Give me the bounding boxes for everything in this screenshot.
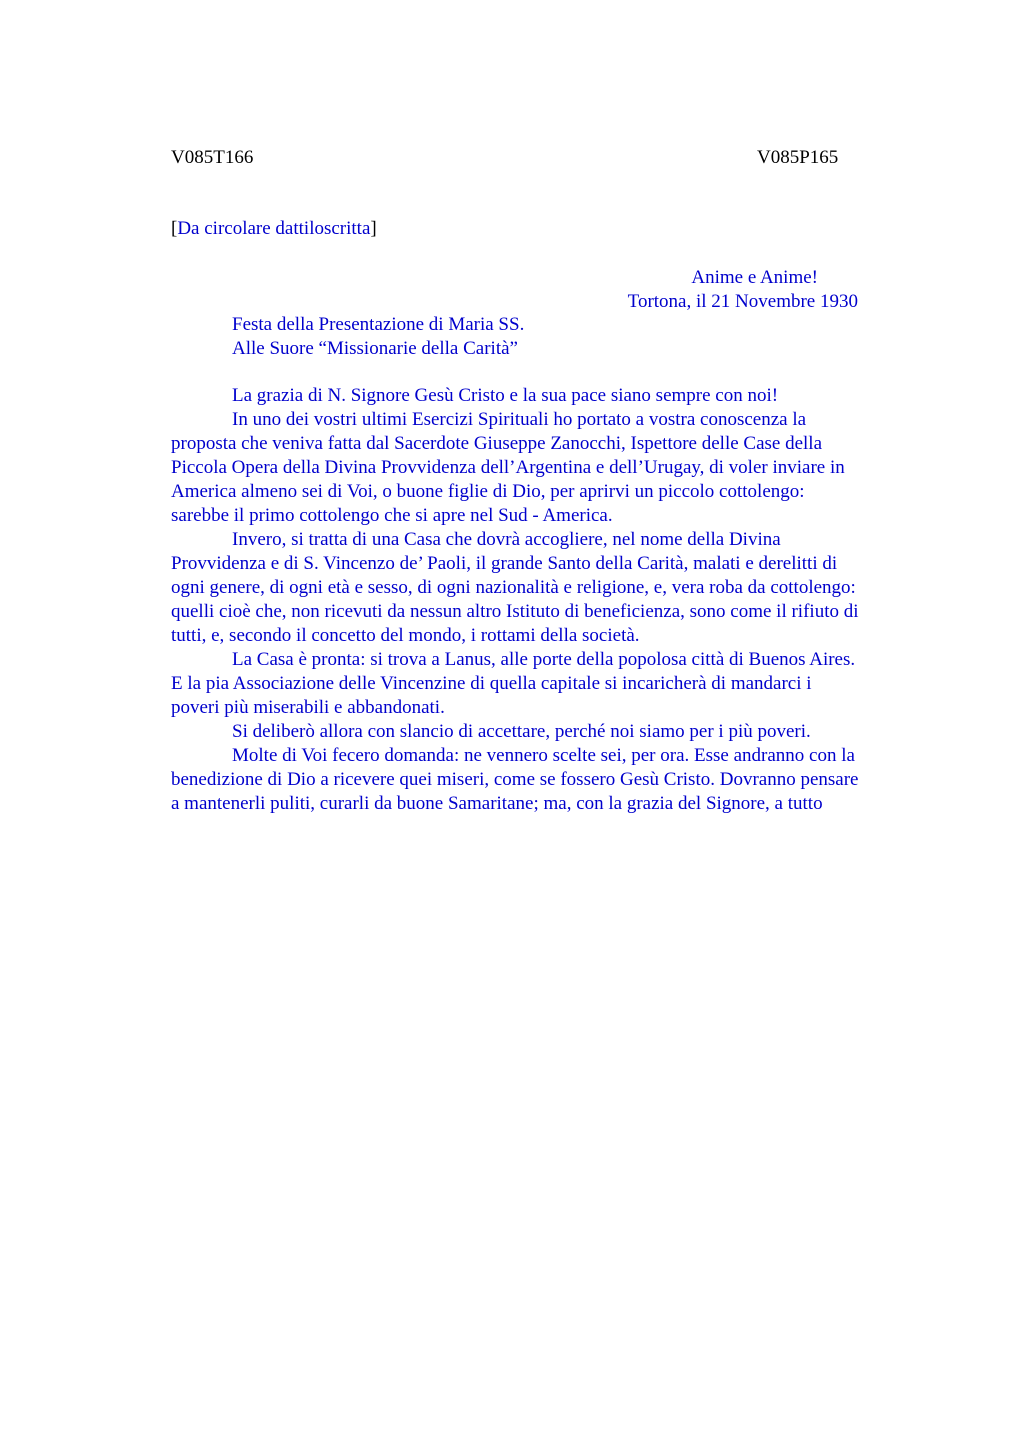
body-line: quelli cioè che, non ricevuti da nessun altro Istituto di beneficienza, sono come il rifiuto di	[171, 601, 859, 622]
body-line: America almeno sei di Voi, o buone figlie di Dio, per aprirvi un piccolo cottolengo:	[171, 481, 805, 502]
source-note	[171, 217, 377, 241]
body-line: Molte di Voi fecero domanda: ne vennero scelte sei, per ora. Esse andranno con la	[232, 745, 855, 766]
body-line: La Casa è pronta: si trova a Lanus, alle porte della popolosa città di Buenos Aires.	[232, 649, 856, 670]
body-line: ogni genere, di ogni età e sesso, di ogni nazionalità e religione, e, vera roba da cottolengo:	[171, 577, 856, 598]
letter-body	[171, 384, 931, 816]
addressee-line: Alle Suore “Missionarie della Carità”	[232, 338, 518, 359]
body-line: Provvidenza e di S. Vincenzo de’ Paoli, il grande Santo della Carità, malati e derelitti di	[171, 553, 838, 574]
body-line: Invero, si tratta di una Casa che dovrà accogliere, nel nome della Divina	[232, 529, 781, 550]
motto-line: Anime e Anime!	[691, 267, 818, 288]
body-line: E la pia Associazione delle Vincenzine di quella capitale si incaricherà di mandarci i	[171, 673, 812, 694]
source-note-open-bracket: [	[171, 218, 178, 239]
body-line: Piccola Opera della Divina Provvidenza dell’Argentina e dell’Urugay, di voler inviare in	[171, 457, 845, 478]
body-line: In uno dei vostri ultimi Esercizi Spirituali ho portato a vostra conoscenza la	[232, 409, 807, 430]
body-line: tutti, e, secondo il concetto del mondo, i rottami della società.	[171, 625, 640, 646]
body-line: La grazia di N. Signore Gesù Cristo e la sua pace siano sempre con noi!	[232, 385, 779, 406]
letter-heading	[232, 313, 524, 361]
body-line: Si deliberò allora con slancio di accettare, perché noi siamo per i più poveri.	[232, 721, 811, 742]
body-line: benedizione di Dio a ricevere quei miseri, come se fossero Gesù Cristo. Dovranno pensare	[171, 769, 859, 790]
document-code-left: V085T166	[171, 147, 254, 168]
body-line: poveri più miserabili e abbandonati.	[171, 697, 445, 718]
feast-line: Festa della Presentazione di Maria SS.	[232, 314, 525, 335]
source-note-text: Da circolare dattiloscritta	[177, 218, 371, 239]
motto-block	[558, 266, 858, 314]
body-line: proposta che veniva fatta dal Sacerdote Giuseppe Zanocchi, Ispettore delle Case della	[171, 433, 823, 454]
body-line: sarebbe il primo cottolengo che si apre nel Sud - America.	[171, 505, 613, 526]
place-date-line: Tortona, il 21 Novembre 1930	[627, 291, 858, 312]
document-code-right: V085P165	[757, 147, 839, 168]
source-note-close-bracket: ]	[370, 218, 377, 239]
body-line: a mantenerli puliti, curarli da buone Samaritane; ma, con la grazia del Signore, a tutto	[171, 793, 823, 814]
